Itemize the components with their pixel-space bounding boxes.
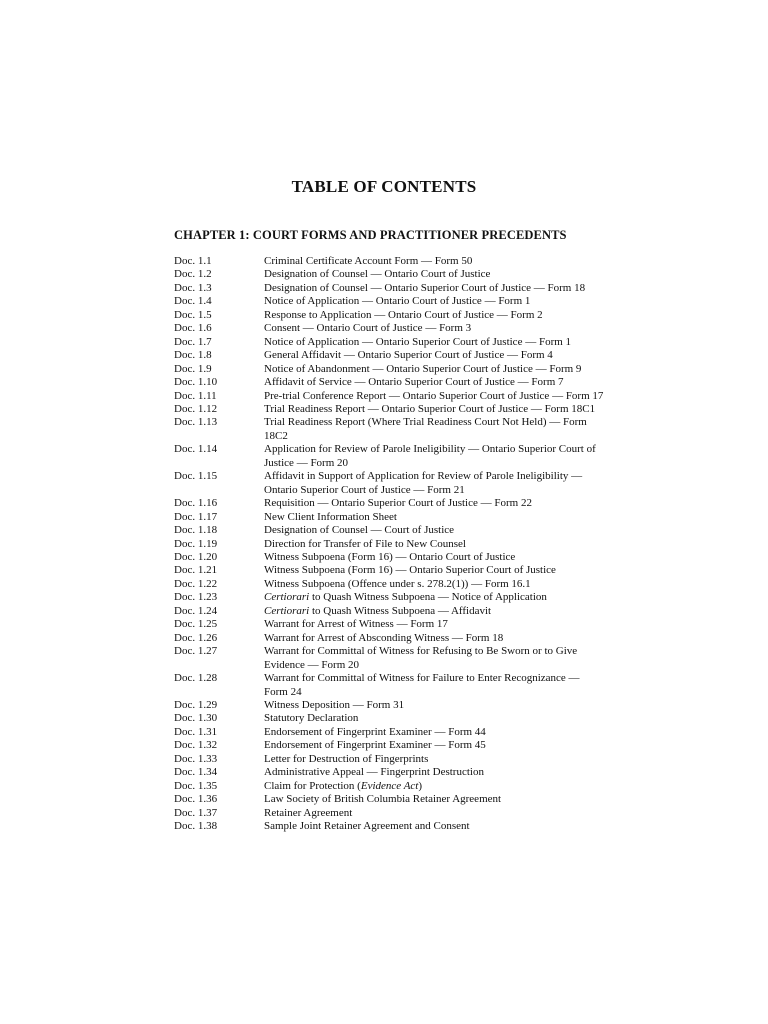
toc-entry <box>174 538 604 551</box>
doc-title-part: Pre-trial Conference Report — Ontario Superior Court of Justice — Form 17 <box>264 389 604 402</box>
doc-title <box>264 591 604 604</box>
doc-title <box>264 807 604 820</box>
toc-entry <box>174 497 604 510</box>
doc-title <box>264 820 604 833</box>
doc-number: Doc. 1.8 <box>174 349 212 362</box>
doc-number: Doc. 1.37 <box>174 806 218 819</box>
doc-number: Doc. 1.36 <box>174 793 218 806</box>
toc-entry <box>174 618 604 631</box>
doc-title-part: Witness Subpoena (Form 16) — Ontario Court of Justice <box>264 550 516 563</box>
doc-title-part: Claim for Protection ( <box>264 779 361 792</box>
doc-title <box>264 726 604 739</box>
doc-title <box>264 268 604 281</box>
doc-title <box>264 753 604 766</box>
doc-number: Doc. 1.17 <box>174 510 218 523</box>
doc-number: Doc. 1.23 <box>174 591 218 604</box>
doc-title <box>264 416 604 443</box>
doc-title-part: Administrative Appeal — Fingerprint Destruction <box>264 766 484 779</box>
doc-number: Doc. 1.21 <box>174 564 218 577</box>
toc-entry <box>174 766 604 779</box>
doc-title-part: Response to Application — Ontario Court of Justice — Form 2 <box>264 308 543 321</box>
doc-number: Doc. 1.28 <box>174 672 218 685</box>
doc-title <box>264 443 604 470</box>
doc-title-part: Affidavit of Service — Ontario Superior Court of Justice — Form 7 <box>264 376 564 389</box>
page-title: TABLE OF CONTENTS <box>291 177 477 196</box>
doc-title <box>264 309 604 322</box>
doc-title <box>264 336 604 349</box>
doc-title <box>264 349 604 362</box>
doc-title-part: Designation of Counsel — Court of Justice <box>264 524 455 537</box>
doc-title <box>264 712 604 725</box>
doc-title <box>264 282 604 295</box>
doc-title <box>264 403 604 416</box>
doc-title <box>264 699 604 712</box>
doc-number: Doc. 1.1 <box>174 255 212 267</box>
toc-entry <box>174 309 604 322</box>
toc-entry <box>174 645 604 672</box>
toc-entry <box>174 295 604 308</box>
doc-number: Doc. 1.10 <box>174 376 218 389</box>
doc-title-italic-part: Certiorari <box>264 604 310 617</box>
doc-title-part: Warrant for Committal of Witness for Failure to Enter Recognizance — Form 24 <box>264 672 580 698</box>
doc-title-part: Direction for Transfer of File to New Counsel <box>264 537 466 550</box>
toc-entry <box>174 363 604 376</box>
doc-title <box>264 564 604 577</box>
doc-title <box>264 645 604 672</box>
doc-title <box>264 551 604 564</box>
toc-entry <box>174 820 604 833</box>
doc-title <box>264 376 604 389</box>
doc-title <box>264 255 604 268</box>
doc-title-part: Statutory Declaration <box>264 712 359 725</box>
doc-title <box>264 470 604 497</box>
doc-title-part: to Quash Witness Subpoena — Notice of Application <box>309 591 547 604</box>
doc-title-part: Retainer Agreement <box>264 806 353 819</box>
toc-entry <box>174 793 604 806</box>
toc-entry <box>174 632 604 645</box>
doc-number: Doc. 1.2 <box>174 268 212 281</box>
doc-title <box>264 538 604 551</box>
doc-title <box>264 793 604 806</box>
doc-title-part: Trial Readiness Report (Where Trial Readiness Court Not Held) — Form 18C2 <box>264 416 587 442</box>
doc-title <box>264 295 604 308</box>
doc-number: Doc. 1.26 <box>174 631 218 644</box>
doc-title-part: Notice of Application — Ontario Superior Court of Justice — Form 1 <box>264 335 572 348</box>
toc-entry <box>174 712 604 725</box>
doc-title-part: Designation of Counsel — Ontario Superior Court of Justice — Form 18 <box>264 281 586 294</box>
doc-number: Doc. 1.29 <box>174 698 218 711</box>
toc-entry <box>174 376 604 389</box>
toc-list <box>174 255 604 833</box>
doc-number: Doc. 1.18 <box>174 524 218 537</box>
doc-title <box>264 618 604 631</box>
toc-entry <box>174 591 604 604</box>
doc-title <box>264 672 604 699</box>
doc-number: Doc. 1.34 <box>174 766 218 779</box>
doc-title-part: Letter for Destruction of Fingerprints <box>264 752 429 765</box>
toc-entry <box>174 578 604 591</box>
doc-number: Doc. 1.33 <box>174 752 218 765</box>
doc-title-part: General Affidavit — Ontario Superior Court of Justice — Form 4 <box>264 349 553 362</box>
toc-entry <box>174 403 604 416</box>
toc-entry <box>174 807 604 820</box>
doc-number: Doc. 1.14 <box>174 443 218 456</box>
doc-title <box>264 390 604 403</box>
doc-number: Doc. 1.16 <box>174 497 218 510</box>
doc-title <box>264 511 604 524</box>
toc-entry <box>174 605 604 618</box>
doc-title-part: New Client Information Sheet <box>264 510 397 523</box>
doc-title-part: Endorsement of Fingerprint Examiner — Form 45 <box>264 739 486 752</box>
doc-title-part: Law Society of British Columbia Retainer Agreement <box>264 793 502 806</box>
doc-title-part: Trial Readiness Report — Ontario Superior Court of Justice — Form 18C1 <box>264 402 596 415</box>
doc-title <box>264 780 604 793</box>
doc-number: Doc. 1.7 <box>174 335 212 348</box>
toc-entry <box>174 443 604 470</box>
doc-title-part: Affidavit in Support of Application for Review of Parole Ineligibility — Ontario Superior Court of Justice — Form 21 <box>264 470 583 496</box>
doc-number: Doc. 1.9 <box>174 362 212 375</box>
doc-title-part: Consent — Ontario Court of Justice — Form 3 <box>264 322 472 335</box>
chapter-heading: CHAPTER 1: COURT FORMS AND PRACTITIONER PRECEDENTS <box>174 228 567 242</box>
doc-title-part: Sample Joint Retainer Agreement and Consent <box>264 820 470 833</box>
toc-entry <box>174 322 604 335</box>
toc-entry <box>174 390 604 403</box>
toc-entry <box>174 255 604 268</box>
toc-entry <box>174 739 604 752</box>
doc-title-part: Application for Review of Parole Ineligibility — Ontario Superior Court of Justice — Form 20 <box>264 443 596 469</box>
doc-title <box>264 739 604 752</box>
toc-entry <box>174 416 604 443</box>
doc-title <box>264 322 604 335</box>
doc-title-part: Warrant for Arrest of Absconding Witness — Form 18 <box>264 631 504 644</box>
doc-number: Doc. 1.32 <box>174 739 218 752</box>
toc-entry <box>174 699 604 712</box>
toc-entry <box>174 336 604 349</box>
doc-title-part: Witness Subpoena (Form 16) — Ontario Superior Court of Justice <box>264 564 556 577</box>
doc-title-italic-part: Certiorari <box>264 591 310 604</box>
toc-entry <box>174 780 604 793</box>
doc-number: Doc. 1.30 <box>174 712 218 725</box>
doc-number: Doc. 1.22 <box>174 577 218 590</box>
doc-title-part: Witness Deposition — Form 31 <box>264 698 405 711</box>
doc-title <box>264 497 604 510</box>
toc-entry <box>174 282 604 295</box>
doc-title-part: ) <box>418 779 423 792</box>
doc-number: Doc. 1.5 <box>174 308 212 321</box>
toc-entry <box>174 672 604 699</box>
doc-title <box>264 578 604 591</box>
toc-entry <box>174 511 604 524</box>
doc-number: Doc. 1.4 <box>174 295 212 308</box>
doc-number: Doc. 1.6 <box>174 322 212 335</box>
doc-title <box>264 363 604 376</box>
doc-title-part: Criminal Certificate Account Form — Form 50 <box>264 255 473 267</box>
toc-entry <box>174 524 604 537</box>
doc-title-part: Endorsement of Fingerprint Examiner — Form 44 <box>264 725 486 738</box>
doc-number: Doc. 1.25 <box>174 618 218 631</box>
doc-title <box>264 766 604 779</box>
doc-title <box>264 524 604 537</box>
doc-title-part: Warrant for Arrest of Witness — Form 17 <box>264 618 448 631</box>
doc-number: Doc. 1.12 <box>174 402 218 415</box>
doc-title <box>264 605 604 618</box>
doc-title-part: Notice of Abandonment — Ontario Superior Court of Justice — Form 9 <box>264 362 582 375</box>
doc-title-part: to Quash Witness Subpoena — Affidavit <box>309 604 492 617</box>
doc-title-italic-part: Evidence Act <box>360 779 419 792</box>
doc-number: Doc. 1.19 <box>174 537 218 550</box>
doc-title-part: Warrant for Committal of Witness for Refusing to Be Sworn or to Give Evidence — Form 20 <box>264 645 578 671</box>
doc-title-part: Notice of Application — Ontario Court of Justice — Form 1 <box>264 295 531 308</box>
doc-number: Doc. 1.11 <box>174 389 217 402</box>
doc-title-part: Requisition — Ontario Superior Court of Justice — Form 22 <box>264 497 532 510</box>
toc-entry <box>174 564 604 577</box>
toc-entry <box>174 753 604 766</box>
doc-title-part: Witness Subpoena (Offence under s. 278.2(1)) — Form 16.1 <box>264 577 531 590</box>
doc-number: Doc. 1.35 <box>174 779 218 792</box>
doc-number: Doc. 1.31 <box>174 725 218 738</box>
toc-entry <box>174 551 604 564</box>
doc-title <box>264 632 604 645</box>
doc-number: Doc. 1.20 <box>174 550 218 563</box>
doc-number: Doc. 1.13 <box>174 416 218 429</box>
toc-entry <box>174 726 604 739</box>
toc-entry <box>174 470 604 497</box>
toc-entry <box>174 349 604 362</box>
doc-number: Doc. 1.15 <box>174 470 218 483</box>
doc-number: Doc. 1.38 <box>174 820 218 833</box>
doc-number: Doc. 1.3 <box>174 281 212 294</box>
doc-title-part: Designation of Counsel — Ontario Court of Justice <box>264 268 491 281</box>
toc-entry <box>174 268 604 281</box>
doc-number: Doc. 1.27 <box>174 645 218 658</box>
doc-number: Doc. 1.24 <box>174 604 218 617</box>
